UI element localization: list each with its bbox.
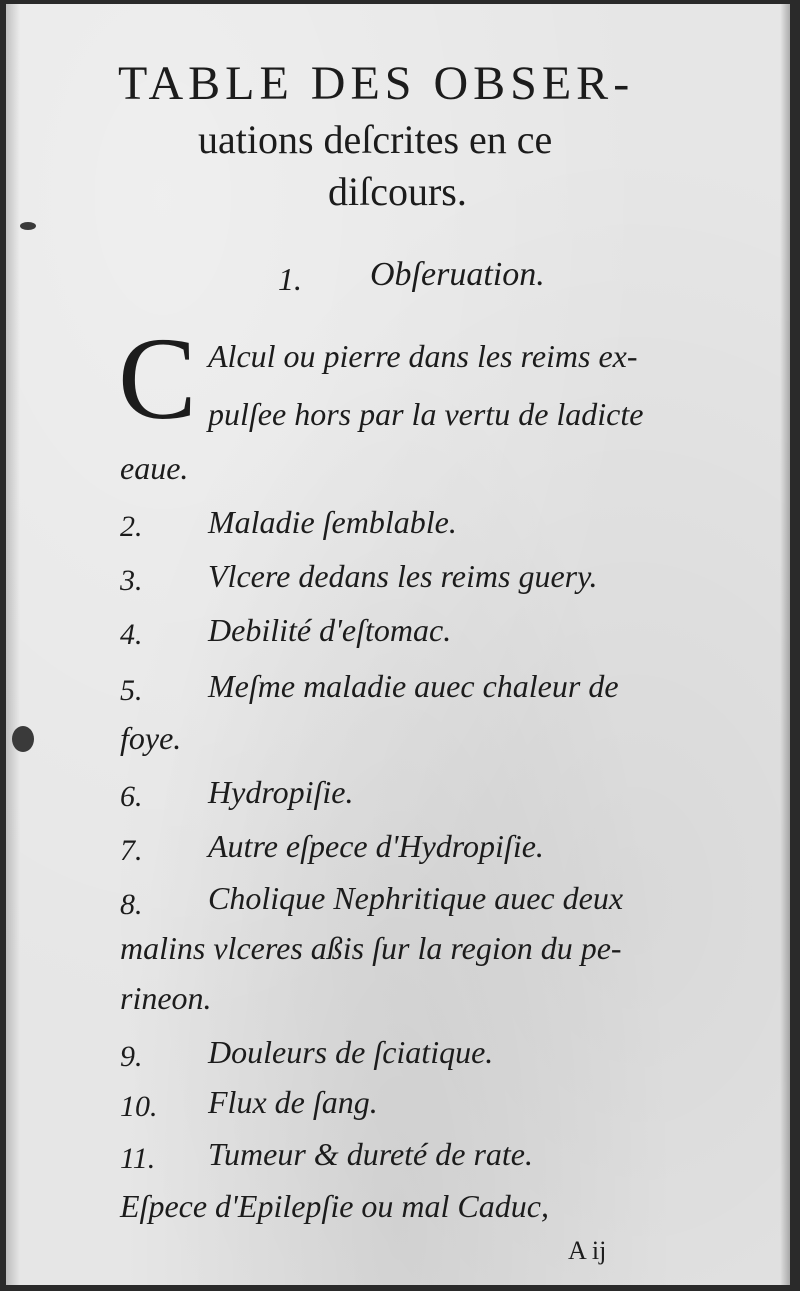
- entry-number: 9.: [120, 1040, 143, 1073]
- observation-heading-label: Obſeruation.: [370, 256, 545, 293]
- entry-number: 7.: [120, 834, 143, 867]
- entry-number: 2.: [120, 510, 143, 543]
- entry-text: Cholique Nephritique auec deux: [208, 880, 624, 916]
- observation-heading-number: 1.: [278, 261, 302, 297]
- entry-number: 5.: [120, 674, 143, 707]
- page-edge-shadow-left: [6, 4, 20, 1285]
- entry-text: Debilité d'eſtomac.: [208, 612, 452, 648]
- title-line-3: diſcours.: [328, 169, 467, 214]
- ink-blot: [12, 726, 34, 752]
- entry-number: 10.: [120, 1090, 158, 1123]
- page-edge-shadow-right: [780, 4, 790, 1285]
- signature-mark: A ij: [568, 1236, 607, 1265]
- entry-1-line-3: eaue.: [120, 450, 189, 486]
- catchword-line: Eſpece d'Epilepſie ou mal Caduc,: [120, 1188, 549, 1224]
- entry-text: Douleurs de ſciatique.: [208, 1034, 494, 1070]
- drop-cap-letter: C: [118, 313, 197, 444]
- entry-text: Vlcere dedans les reims guery.: [208, 558, 598, 594]
- entry-text: Flux de ſang.: [208, 1084, 378, 1120]
- entry-text: Hydropiſie.: [208, 774, 354, 810]
- entry-number: 4.: [120, 618, 143, 651]
- entry-text-continued: rineon.: [120, 980, 212, 1016]
- title-line-2: uations deſcrites en ce: [198, 117, 553, 162]
- entry-1-line-1: Alcul ou pierre dans les reims ex-: [208, 338, 638, 374]
- entry-number: 8.: [120, 888, 143, 921]
- entry-text: Autre eſpece d'Hydropiſie.: [208, 828, 544, 864]
- entry-1-line-2: pulſee hors par la vertu de ladicte: [208, 396, 644, 432]
- book-page: [6, 4, 790, 1285]
- entry-text: Meſme maladie auec chaleur de: [208, 668, 619, 704]
- title-line-1: TABLE DES OBSER-: [118, 57, 635, 110]
- entry-text-continued: malins vlceres aßis ſur la region du pe-: [120, 930, 622, 966]
- entry-text: Maladie ſemblable.: [208, 504, 457, 540]
- entry-text-continued: foye.: [120, 720, 182, 756]
- entry-text: Tumeur & dureté de rate.: [208, 1136, 533, 1172]
- entry-number: 11.: [120, 1142, 156, 1175]
- entry-number: 6.: [120, 780, 143, 813]
- ink-blot: [20, 222, 36, 230]
- entry-number: 3.: [120, 564, 143, 597]
